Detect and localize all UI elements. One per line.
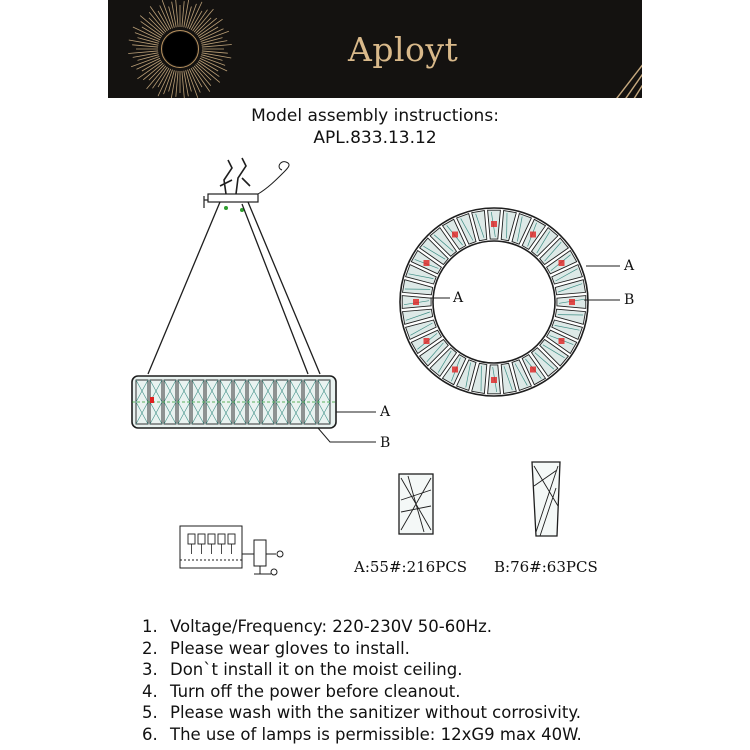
- ring-label-a-inner: A: [453, 290, 464, 306]
- part-b-quantity: B:76#:63PCS: [494, 558, 598, 576]
- instruction-item: 4. Turn off the power before cleanout.: [142, 681, 461, 701]
- brand-name: Aployt: [348, 30, 459, 69]
- suspension-wires: [148, 202, 320, 374]
- side-view-label-b: B: [380, 435, 391, 451]
- side-view-label-a: A: [380, 404, 391, 420]
- instruction-item: 2. Please wear gloves to install.: [142, 638, 410, 658]
- model-number: APL.833.13.12: [313, 128, 437, 148]
- crystal-part-b: [532, 462, 560, 536]
- wiring-diagram: [180, 526, 283, 575]
- instruction-item: 1. Voltage/Frequency: 220-230V 50-60Hz.: [142, 617, 493, 636]
- part-a-quantity: A:55#:216PCS: [354, 558, 468, 576]
- instruction-item: 5. Please wash with the sanitizer without corrosivity.: [142, 703, 582, 722]
- brand-header: [108, 0, 642, 98]
- instruction-item: 6. The use of lamps is permissible: 12xG9 max 40W.: [142, 724, 582, 744]
- ceiling-canopy: [204, 158, 289, 212]
- ring-label-b: B: [624, 292, 635, 308]
- chandelier-side-view: [132, 376, 336, 428]
- assembly-drawing: [108, 150, 642, 595]
- instructions-list: [142, 616, 582, 745]
- crystal-part-a: [399, 474, 433, 534]
- instruction-item: 3. Don`t install it on the moist ceiling.: [142, 660, 463, 679]
- chandelier-ring-top-view: [400, 208, 588, 396]
- ring-label-a-outer: A: [624, 258, 635, 274]
- page-title: Model assembly instructions:: [251, 106, 499, 126]
